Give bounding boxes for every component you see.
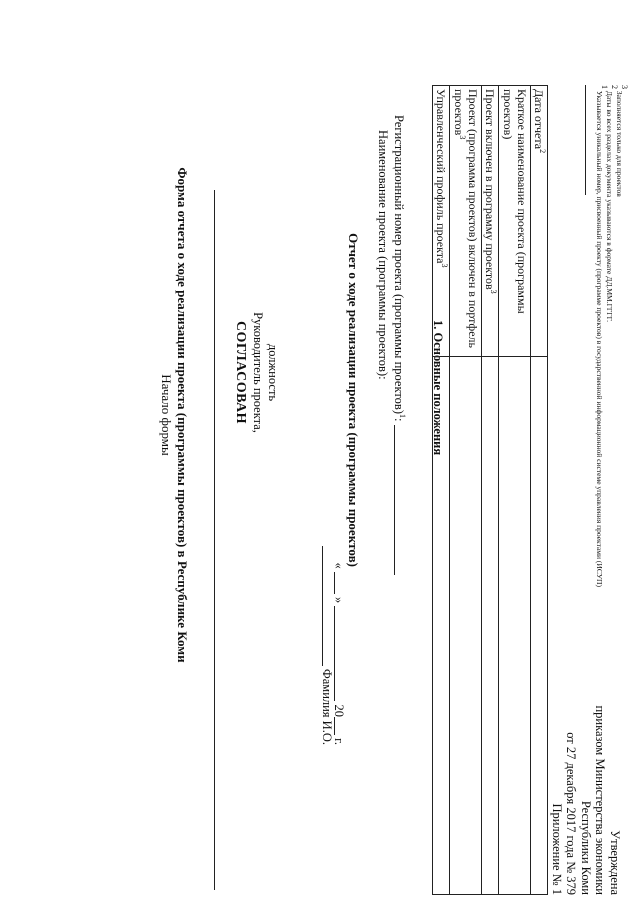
row-value[interactable] (450, 357, 482, 895)
form-start-label: Начало формы (159, 374, 174, 456)
row-label-text: Дата отчета (532, 89, 546, 150)
form-title: Форма отчета о ходе реализации проекта (программы проектов) в Республике Коми (175, 167, 190, 663)
footnote-divider (585, 85, 586, 195)
section-title: 1. Основные положения (431, 320, 445, 456)
footnote-ref: 3 (489, 289, 498, 294)
footnote-number: 2 (610, 85, 619, 89)
row-label (499, 86, 531, 357)
main-provisions-table (432, 85, 548, 895)
row-label-text: Краткое наименование проекта (программы проектов) (501, 89, 529, 314)
table-row (531, 86, 548, 895)
footnote-text: Даты во всех разделах документа указываются в формате ДД.ММ.ГГГГ. (605, 90, 614, 322)
table-row (450, 86, 482, 895)
footnote-ref: 1 (398, 414, 407, 418)
row-value[interactable] (531, 357, 548, 895)
quote-close: » (332, 597, 346, 604)
colon: : (392, 418, 406, 422)
footnote-text: Указывается уникальный номер, присвоенный проекту (программе проектов) в государственной информационной системе управления проектами (ИСУП) (595, 90, 604, 587)
approval-line: Приложение № 1 (550, 803, 564, 895)
signatory-name: Фамилия И.О. (320, 668, 334, 745)
year-prefix: 20 (332, 704, 346, 718)
row-value[interactable] (499, 357, 531, 895)
footnote-ref: 3 (458, 135, 467, 140)
registration-number-blank[interactable] (394, 425, 406, 575)
form-divider (214, 190, 215, 890)
year-suffix: г. (332, 738, 346, 745)
row-label (433, 86, 450, 357)
footnote-number: 3 (620, 85, 629, 89)
row-label-text: Проект (программа проектов) включен в портфель проектов (452, 89, 480, 348)
approval-line: приказом Министерства экономики (593, 705, 608, 895)
row-label (531, 86, 548, 357)
approval-line: Республики Коми (579, 800, 593, 895)
table-row (433, 86, 450, 895)
footnote-text: Заполняется только для проектов (615, 90, 624, 197)
quote-open: « (332, 562, 346, 569)
footnote-ref: 3 (440, 263, 449, 268)
footnote-number: 1 (600, 85, 609, 89)
registration-number-line (391, 115, 406, 755)
approval-line: от 27 декабря 2017 года № 379 (564, 732, 579, 895)
agreement-title: СОГЛАСОВАН (233, 320, 248, 425)
registration-number-label: Регистрационный номер проекта (программы проектов) (392, 115, 406, 414)
row-value[interactable] (433, 357, 450, 895)
approval-block (550, 700, 623, 895)
footnote (595, 85, 609, 587)
table-row (499, 86, 531, 895)
agreement-role: Руководитель проекта, (251, 312, 265, 433)
footnote-ref: 2 (538, 149, 547, 154)
footnote (605, 85, 619, 322)
footnote (615, 85, 629, 197)
row-label-text: Проект включен в программу проектов (483, 89, 497, 290)
row-label (482, 86, 499, 357)
table-row (482, 86, 499, 895)
row-value[interactable] (482, 357, 499, 895)
row-label-text: Управленческий профиль проекта (434, 89, 448, 264)
agreement-position: должность (266, 343, 280, 402)
report-title: Отчет о ходе реализации проекта (программы проектов) (346, 233, 361, 567)
row-label (450, 86, 482, 357)
project-name-label: Наименование проекта (программы проектов): (376, 130, 390, 380)
approval-line: Утверждена (608, 830, 622, 895)
